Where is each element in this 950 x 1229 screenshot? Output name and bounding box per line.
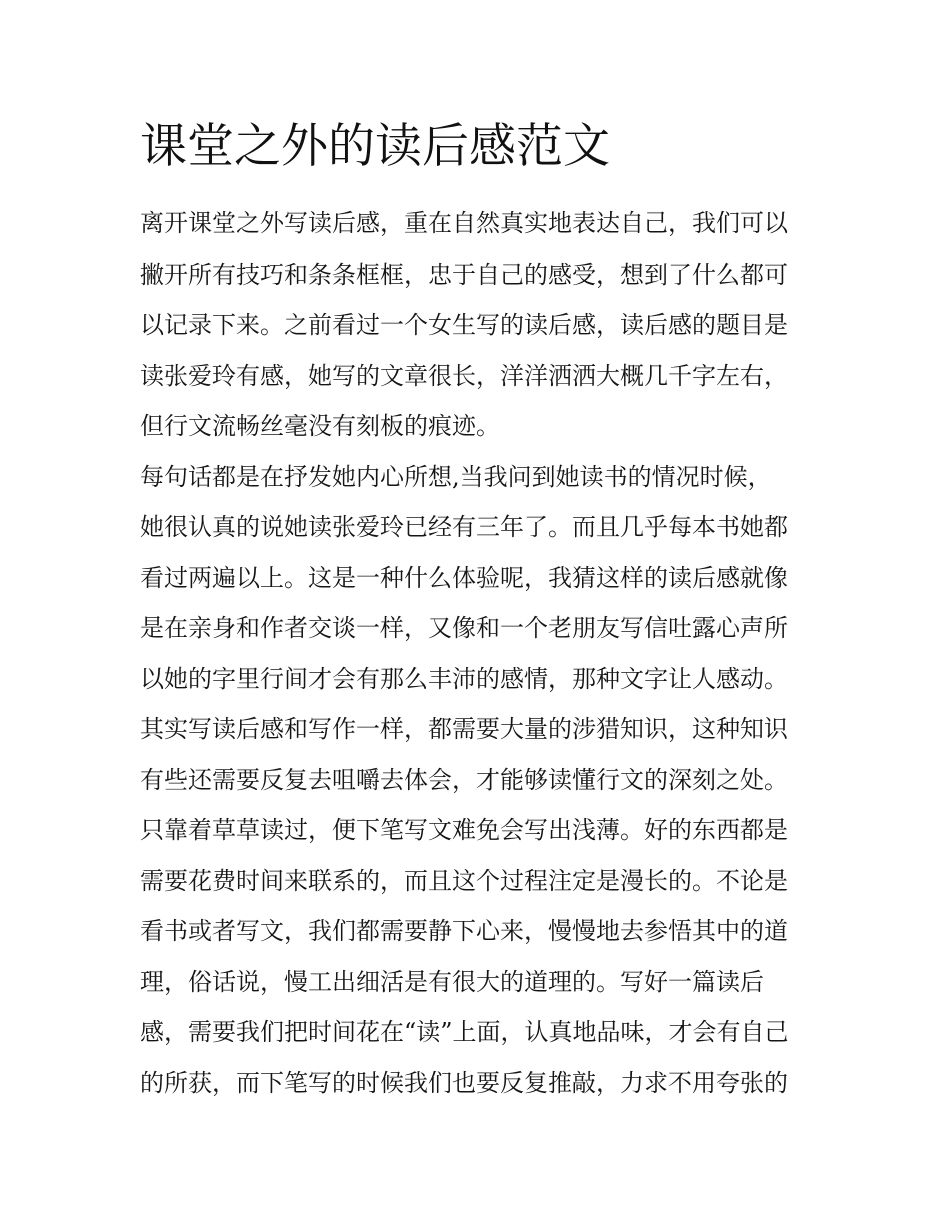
text-line: 感，需要我们把时间花在“读”上面，认真地品味，才会有自己 xyxy=(140,1018,789,1046)
text-line: 但行文流畅丝毫没有刻板的痕迹。 xyxy=(140,412,500,440)
text-line: 只靠着草草读过，便下笔写文难免会写出浅薄。好的东西都是 xyxy=(140,816,788,844)
text-line: 其实写读后感和写作一样，都需要大量的涉猎知识，这种知识 xyxy=(140,715,788,743)
text-line: 以她的字里行间才会有那么丰沛的感情，那种文字让人感动。 xyxy=(140,665,788,693)
text-line: 的所获，而下笔写的时候我们也要反复推敲，力求不用夸张的 xyxy=(140,1069,788,1097)
text-line: 读张爱玲有感，她写的文章很长，洋洋洒洒大概几千字左右， xyxy=(140,362,788,390)
text-line: 有些还需要反复去咀嚼去体会，才能够读懂行文的深刻之处。 xyxy=(140,766,788,794)
page-title: 课堂之外的读后感范文 xyxy=(140,119,610,174)
text-line: 看过两遍以上。这是一种什么体验呢，我猜这样的读后感就像 xyxy=(140,564,788,592)
text-line: 以记录下来。之前看过一个女生写的读后感，读后感的题目是 xyxy=(140,311,788,339)
text-line: 撇开所有技巧和条条框框，忠于自己的感受，想到了什么都可 xyxy=(140,261,788,289)
text-line: 是在亲身和作者交谈一样，又像和一个老朋友写信吐露心声所 xyxy=(140,614,788,642)
text-line: 看书或者写文，我们都需要静下心来，慢慢地去参悟其中的道 xyxy=(140,917,788,945)
text-line: 她很认真的说她读张爱玲已经有三年了。而且几乎每本书她都 xyxy=(140,513,788,541)
text-line: 理，俗话说，慢工出细活是有很大的道理的。写好一篇读后 xyxy=(140,968,764,996)
text-line: 需要花费时间来联系的，而且这个过程注定是漫长的。不论是 xyxy=(140,867,788,895)
text-line: 离开课堂之外写读后感，重在自然真实地表达自己，我们可以 xyxy=(140,209,788,237)
text-line: 每句话都是在抒发她内心所想,当我问到她读书的情况时候， xyxy=(140,463,772,491)
